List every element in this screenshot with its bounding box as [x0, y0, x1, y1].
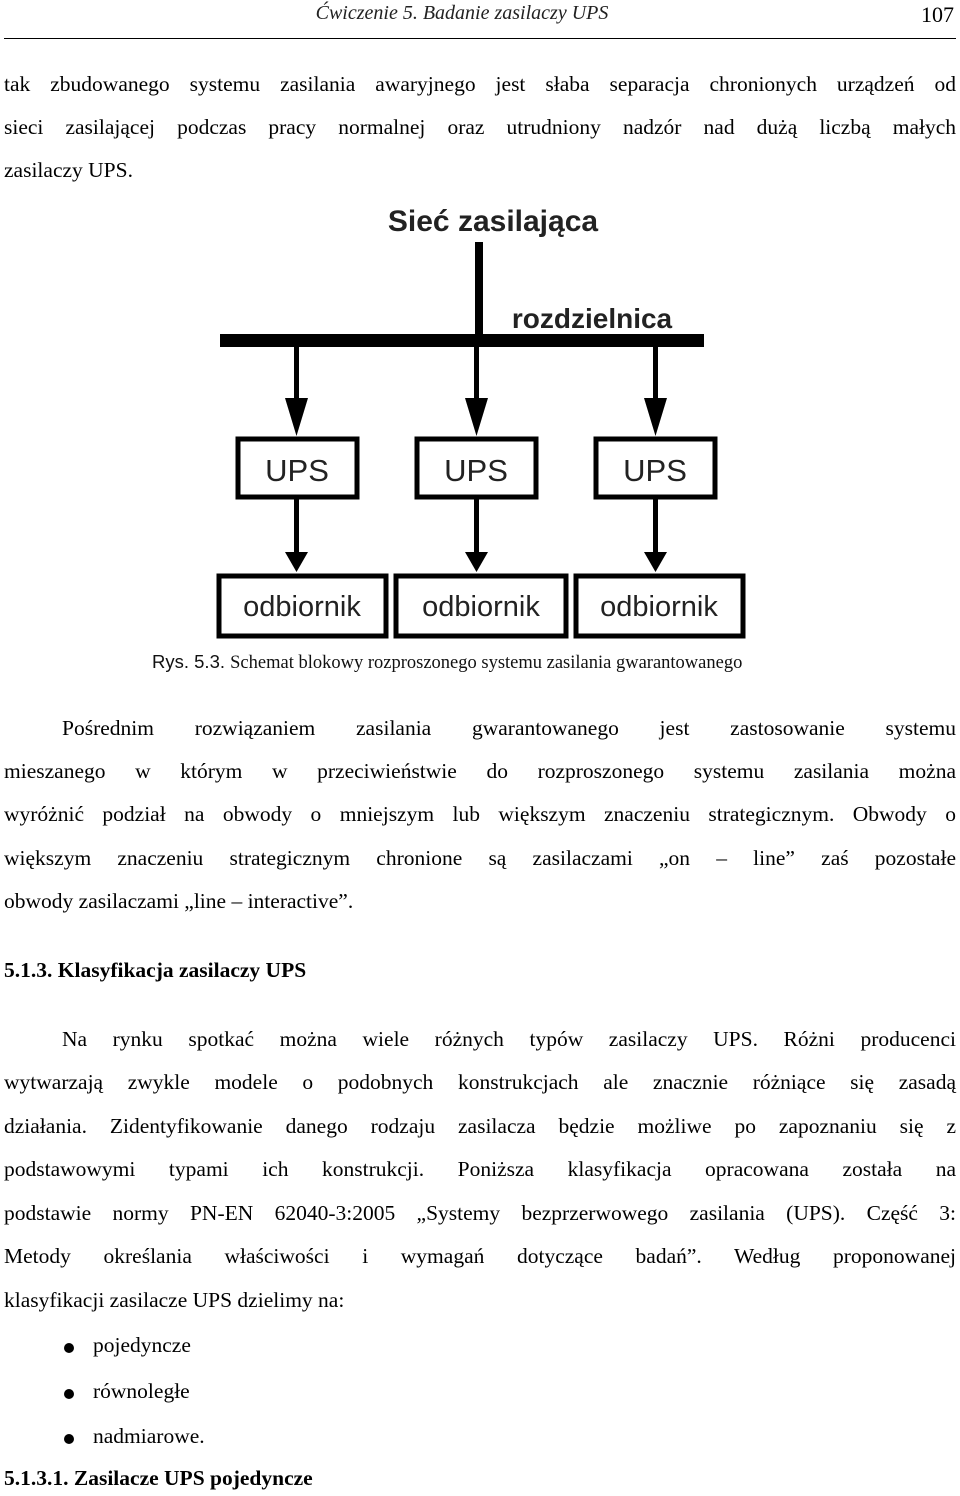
- para3-line-6: Metody określania właściwości i wymagań dotyczące badań”. Według proponowanej: [4, 1244, 956, 1268]
- diagram-bus-label: rozdzielnica: [511, 303, 673, 334]
- ups-branch-2: [396, 347, 566, 636]
- header-rule: [4, 38, 956, 39]
- para2-line-5: obwody zasilaczami „line – interactive”.: [4, 889, 354, 913]
- load-label-3: odbiornik: [600, 591, 718, 623]
- feed-line: [475, 242, 483, 334]
- list-item: równoległe: [0, 1379, 205, 1425]
- running-header: Ćwiczenie 5. Badanie zasilaczy UPS: [315, 2, 609, 24]
- list-item: nadmiarowe.: [0, 1424, 205, 1470]
- figure-caption: [152, 651, 742, 674]
- figure-number: Rys. 5.3.: [152, 651, 225, 672]
- ups-branch-3: [576, 347, 743, 636]
- intro-line-3: zasilaczy UPS.: [4, 158, 133, 182]
- block-diagram: [0, 190, 960, 650]
- ups-label-2: UPS: [444, 453, 508, 488]
- intro-line-2: sieci zasilającej podczas pracy normalnej oraz utrudniony nadzór nad dużą liczbą małych: [4, 115, 956, 139]
- ups-branch-1: [219, 347, 386, 636]
- diagram-source-label: Sieć zasilająca: [387, 205, 599, 238]
- bullet-icon: [64, 1343, 74, 1353]
- ups-label-3: UPS: [623, 453, 687, 488]
- figure-caption-text: Schemat blokowy rozproszonego systemu zasilania gwarantowanego: [230, 653, 743, 673]
- ups-types-list: [0, 1333, 205, 1470]
- para3-line-3: działania. Zidentyfikowanie danego rodzaju zasilacza będzie możliwe po zapoznaniu się z: [4, 1114, 956, 1138]
- para2-line-4-text: większym znaczeniu strategicznym chronione są zasilaczami „on – line” zaś pozostałe: [4, 846, 956, 870]
- para3-line-5: podstawie normy PN-EN 62040-3:2005 „Systemy bezprzerwowego zasilania (UPS). Część 3:: [4, 1201, 956, 1225]
- para3-line-1: Na rynku spotkać można wiele różnych typów zasilaczy UPS. Różni producenci: [62, 1027, 956, 1051]
- section-heading-classification: 5.1.3. Klasyfikacja zasilaczy UPS: [4, 958, 307, 982]
- para2-line-4: [4, 846, 956, 871]
- para3-line-4: podstawowymi typami ich konstrukcji. Poniższa klasyfikacja opracowana została na: [4, 1157, 956, 1181]
- load-label-2: odbiornik: [422, 591, 540, 623]
- bullet-icon: [64, 1389, 74, 1399]
- page-number: 107: [921, 2, 954, 27]
- busbar: [220, 334, 704, 347]
- bullet-icon: [64, 1434, 74, 1444]
- ups-label-1: UPS: [265, 453, 329, 488]
- intro-line-1: tak zbudowanego systemu zasilania awaryjnego jest słaba separacja chronionych urządzeń od: [4, 72, 956, 96]
- para2-line-1: Pośrednim rozwiązaniem zasilania gwarantowanego jest zastosowanie systemu: [62, 716, 956, 740]
- list-item: pojedyncze: [0, 1333, 205, 1379]
- para2-line-3: wyróżnić podział na obwody o mniejszym lub większym znaczeniu strategicznym. Obwody o: [4, 802, 956, 826]
- load-label-1: odbiornik: [243, 591, 361, 623]
- section-heading-single-ups: 5.1.3.1. Zasilacze UPS pojedyncze: [4, 1466, 313, 1490]
- para3-line-7: klasyfikacji zasilacze UPS dzielimy na:: [4, 1288, 345, 1312]
- para2-line-2: mieszanego w którym w przeciwieństwie do rozproszonego systemu zasilania można: [4, 759, 956, 783]
- para3-line-2: wytwarzają zwykle modele o podobnych konstrukcjach ale znacznie różniące się zasadą: [4, 1070, 956, 1094]
